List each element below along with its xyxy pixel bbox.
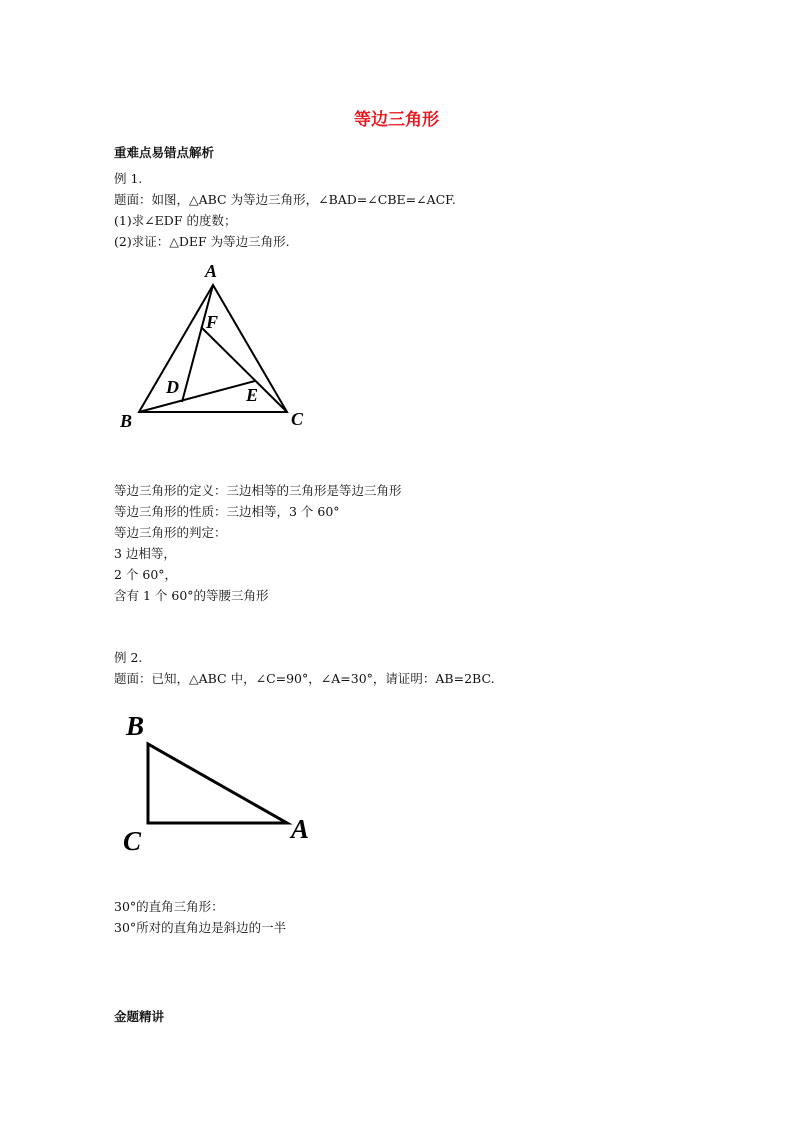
equilateral-triangle-figure <box>139 285 287 412</box>
note: 30°所对的直角边是斜边的一半 <box>114 920 287 935</box>
note: 含有 1 个 60°的等腰三角形 <box>114 588 269 603</box>
label-c2: C <box>123 826 142 856</box>
example-label: 例 2. <box>114 650 143 665</box>
note: 3 边相等， <box>114 546 176 561</box>
note: 等边三角形的定义：三边相等的三角形是等边三角形 <box>114 483 402 498</box>
problem-text: 题面：如图，△ABC 为等边三角形，∠BAD=∠CBE=∠ACF. <box>114 192 456 207</box>
problem-text: 题面：已知，△ABC 中，∠C=90°，∠A=30°，请证明：AB=2BC. <box>114 671 495 686</box>
section-heading: 重难点易错点解析 <box>114 145 215 160</box>
label-f: F <box>206 312 219 332</box>
label-a2: A <box>291 814 310 844</box>
page-title: 等边三角形 <box>354 110 439 130</box>
note: 2 个 60°， <box>114 567 178 582</box>
section-heading: 金题精讲 <box>114 1009 165 1024</box>
label-b2: B <box>126 711 145 741</box>
right-triangle-figure <box>148 744 287 823</box>
label-e: E <box>246 385 259 405</box>
label-b: B <box>120 411 133 431</box>
label-d: D <box>166 377 179 397</box>
note: 等边三角形的性质：三边相等，3 个 60° <box>114 504 340 519</box>
question-1: (1)求∠EDF 的度数； <box>114 213 237 228</box>
example-label: 例 1. <box>114 171 143 186</box>
label-a: A <box>205 261 218 281</box>
question-2: (2)求证：△DEF 为等边三角形. <box>114 234 290 249</box>
label-c: C <box>291 409 304 429</box>
note: 等边三角形的判定： <box>114 525 227 540</box>
note: 30°的直角三角形： <box>114 899 224 914</box>
